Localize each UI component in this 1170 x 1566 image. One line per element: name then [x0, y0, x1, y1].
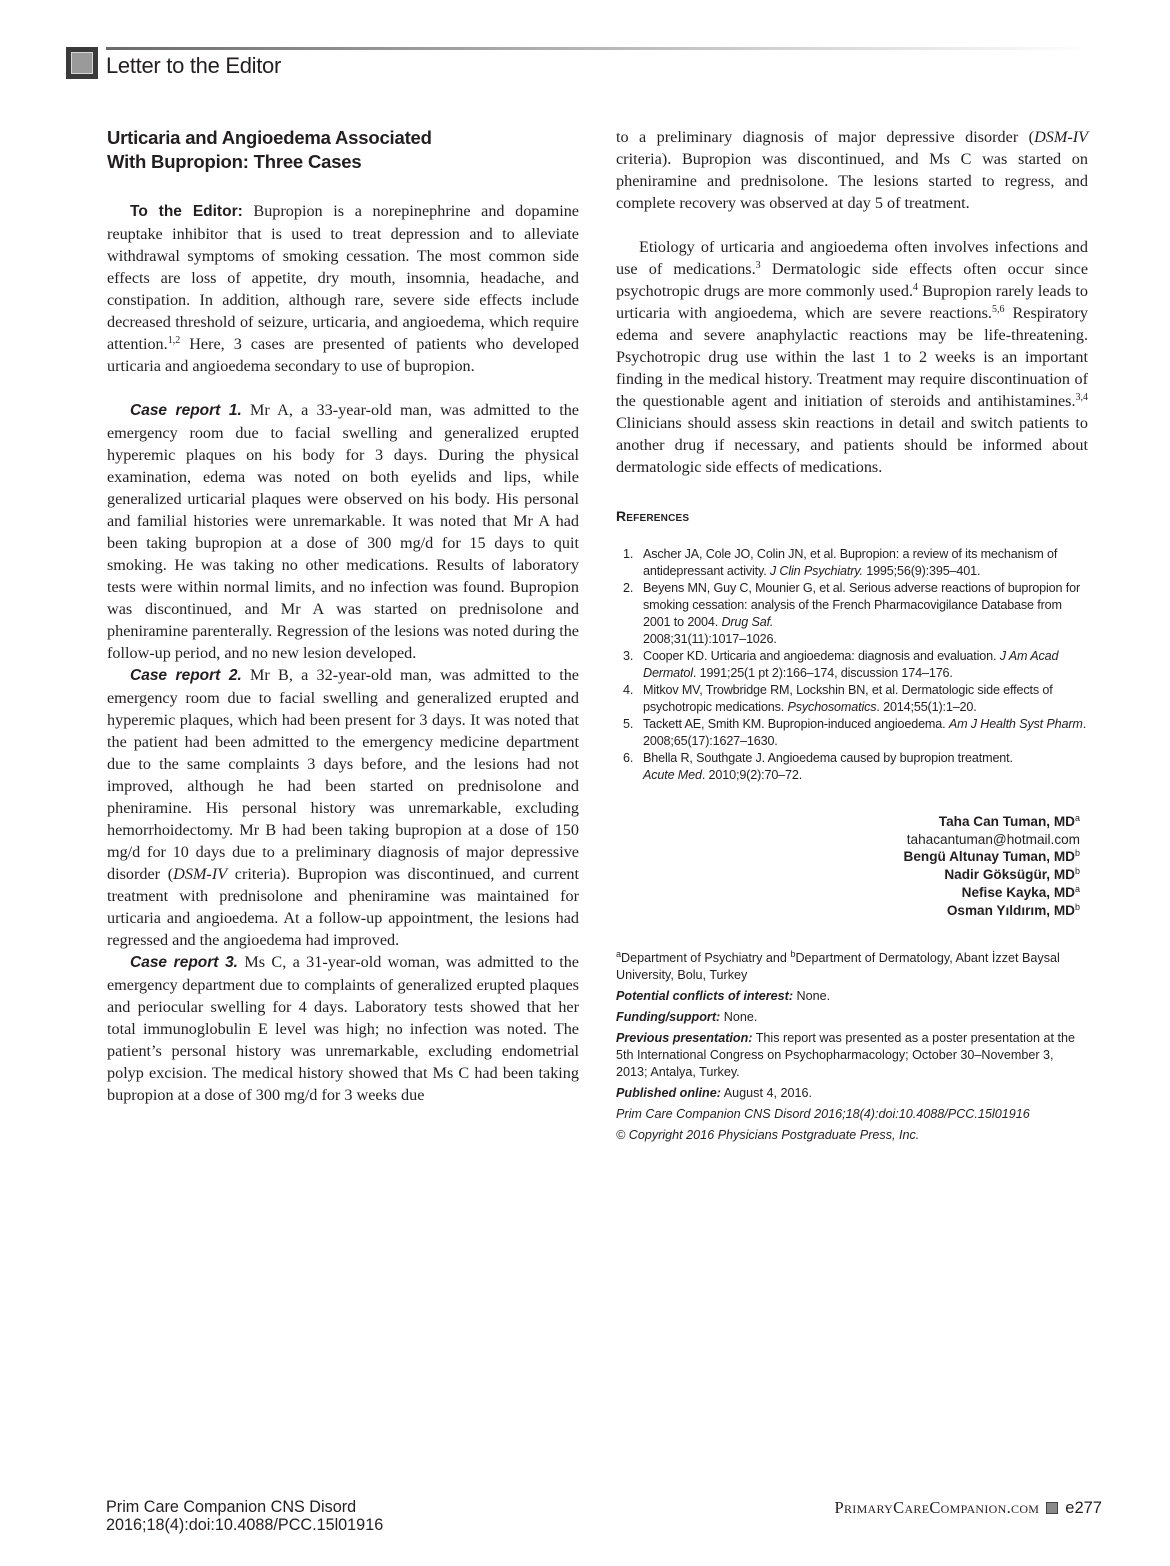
citation-sup: 4: [913, 282, 918, 293]
reference-text: Beyens MN, Guy C, Mounier G, et al. Serious adverse reactions of bupropion for smoking cessation: analysis of the French Pharmacovigilance Database from 2001 to 2004.: [643, 581, 1080, 629]
intro-text-b: Here, 3 cases are presented of patients who developed urticaria and angioedema secondary to use of bupropion.: [107, 335, 579, 375]
case-2-text-a: Mr B, a 32-year-old man, was admitted to the emergency room due to facial swelling and generalized erupted and hyperemic plaques, which had been present for 3 days. It was noted that the patient had been admitted to the emergency medicine department due to the same complaints 3 days before, and the lesions had not improved, although he had been started on prednisolone and pheniramine. His personal history was unremarkable, excluding hemorrhoidectomy. Mr B had been taking bupropion at a dose of 150 mg/d for 10 days due to a preliminary diagnosis of major depressive disorder (: [107, 666, 579, 883]
author-name: Osman Yıldırım, MD: [946, 902, 1075, 918]
reference-number: 4.: [623, 683, 634, 697]
author-affiliation-sup: a: [1074, 883, 1080, 894]
reference-text: Ascher JA, Cole JO, Colin JN, et al. Bupropion: a review of its mechanism of antidepressant activity.: [643, 547, 1058, 578]
citation-sup: 3,4: [1075, 392, 1088, 403]
right-column: [616, 126, 1088, 1148]
case-report-3: [107, 951, 579, 1106]
case-3-dsm: DSM-IV: [1034, 128, 1088, 146]
author: [616, 813, 1080, 831]
reference-journal: Drug Saf.: [721, 615, 774, 629]
author-name: Taha Can Tuman, MD: [938, 814, 1075, 829]
disc-t4: Respiratory edema and severe anaphylactic reactions may be life-threatening. Psychotropic drug use within the last 1 to 2 weeks is an important finding in the medical history. Treatment may require discontinuation of the questionable agent and initiation of steroids and antihistamines.: [616, 304, 1088, 410]
reference-citation: 2008;31(11):1017–1026.: [643, 632, 777, 646]
footer-journal: [106, 1498, 383, 1534]
funding-note: [616, 1009, 1088, 1026]
case-report-2: [107, 664, 579, 951]
author-affiliation-sup: b: [1074, 901, 1080, 912]
reference-citation: 1995;56(9):395–401.: [862, 564, 981, 578]
reference-journal: Acute Med: [643, 768, 702, 782]
disc-t3: Bupropion rarely leads to urticaria with angioedema, which are severe reactions.: [616, 282, 1088, 322]
references-heading: References: [616, 508, 690, 524]
disc-t1: Etiology of urticaria and angioedema often involves infections and use of medications.: [616, 238, 1088, 278]
note-label: Previous presentation:: [616, 1031, 753, 1046]
reference-citation: . 2014;55(1):1–20.: [876, 700, 977, 714]
previous-presentation-note: [616, 1030, 1088, 1081]
author-affiliation-sup: b: [1074, 848, 1080, 859]
intro-lead: To the Editor:: [130, 203, 243, 220]
note-value: None.: [720, 1010, 758, 1025]
case-3-text: Ms C, a 31-year-old woman, was admitted to the emergency department due to complaints of generalized erupted plaques and periocular swelling for 4 days. Laboratory tests showed that her total immunoglobulin E level was high; no infection was noted. The patient’s personal history was unremarkable, excluding endometrial polyp excision. The medical history showed that Ms C had been taking bupropion at a dose of 300 mg/d for 3 weeks due: [107, 953, 579, 1104]
reference-citation: . 1991;25(1 pt 2):166–174, discussion 174–176.: [692, 666, 953, 680]
reference-item: [616, 580, 1088, 648]
reference-citation: . 2010;9(2):70–72.: [701, 768, 803, 782]
references-list: [616, 546, 1088, 784]
author: [616, 848, 1080, 866]
reference-text: Mitkov MV, Trowbridge RM, Lockshin BN, et al. Dermatologic side effects of psychotropic medications.: [643, 683, 1053, 714]
reference-journal: J Am Acad Dermatol: [643, 649, 1059, 680]
section-marker-inner: [71, 52, 93, 74]
reference-journal: Psychosomatics: [787, 700, 877, 714]
reference-item: [616, 716, 1088, 750]
reference-text: Bhella R, Southgate J. Angioedema caused by bupropion treatment.: [643, 751, 1013, 765]
citation-sup: 5,6: [991, 304, 1005, 315]
section-title: Letter to the Editor: [106, 53, 281, 78]
reference-journal: Am J Health Syst Pharm: [948, 717, 1083, 731]
author-name: Nadir Göksügür, MD: [944, 867, 1075, 883]
case-1-lead: Case report 1.: [130, 402, 242, 419]
reference-item: [616, 750, 1088, 784]
case-1-text: Mr A, a 33-year-old man, was admitted to the emergency room due to facial swelling and generalized erupted hyperemic plaques on his body for 3 days. During the physical examination, edema was noted on both eyelids and lips, while generalized urticarial plaques were observed on his body. His personal and familial histories were unremarkable. It was noted that Mr A had been taking bupropion at a dose of 300 mg/d for 15 days to quit smoking. He was taking no other medications. Results of laboratory tests were within normal limits, and no infection was found. Bupropion was discontinued, and Mr A was started on prednisolone and pheniramine parenterally. Regression of the lesions was noted during the follow-up period, and no new lesion developed.: [107, 401, 579, 662]
affiliations: [616, 950, 1088, 984]
reference-text: Cooper KD. Urticaria and angioedema: diagnosis and evaluation.: [643, 649, 1000, 663]
citation-line: Prim Care Companion CNS Disord 2016;18(4):doi:10.4088/PCC.15l01916: [616, 1107, 1030, 1122]
author: [616, 884, 1080, 902]
header-rule: [106, 47, 1096, 50]
reference-citation: . 2008;65(17):1627–1630.: [643, 717, 1087, 748]
case-3-cont-b: criteria). Bupropion was discontinued, and Ms C was started on pheniramine and prednisolone. The lesions started to regress, and complete recovery was observed at day 5 of treatment.: [616, 150, 1088, 212]
case-report-1: [107, 399, 579, 664]
affiliation-text: Department of Dermatology, Abant İzzet Baysal University, Bolu, Turkey: [616, 951, 1060, 983]
author-affiliation-sup: a: [1074, 813, 1080, 823]
reference-number: 3.: [623, 649, 634, 663]
author: [616, 902, 1080, 920]
reference-number: 1.: [623, 547, 634, 561]
reference-number: 6.: [623, 751, 634, 765]
reference-item: [616, 546, 1088, 580]
citation-sup: 3: [755, 260, 761, 271]
citation-sup: 1,2: [167, 335, 181, 346]
note-value: This report was presented as a poster presentation at the 5th International Congress on Psychopharmacology; October 30–November 3, 2013; Antalya, Turkey.: [616, 1031, 1075, 1080]
note-value: None.: [793, 989, 831, 1004]
section-marker-icon: [66, 47, 98, 79]
case-2-lead: Case report 2.: [130, 667, 242, 684]
page-number: e277: [1065, 1498, 1102, 1517]
note-value: August 4, 2016.: [720, 1086, 812, 1101]
reference-text: Tackett AE, Smith KM. Bupropion-induced angioedema.: [643, 717, 949, 731]
affiliation-sup: b: [790, 949, 796, 960]
note-label: Published online:: [616, 1086, 721, 1101]
left-column: [107, 126, 579, 1106]
disc-t2: Dermatologic side effects often occur since psychotropic drugs are more commonly used.: [616, 260, 1089, 300]
article-title: [107, 126, 579, 174]
discussion-paragraph: [616, 236, 1088, 478]
author-block: [616, 813, 1088, 919]
case-3-lead: Case report 3.: [130, 954, 238, 971]
note-label: Funding/support:: [616, 1010, 721, 1025]
article-title-line1: Urticaria and Angioedema Associated: [107, 127, 432, 148]
footer-journal-line2: 2016;18(4):doi:10.4088/PCC.15l01916: [106, 1516, 384, 1534]
copyright-line: © Copyright 2016 Physicians Postgraduate Press, Inc.: [616, 1128, 920, 1143]
author-email[interactable]: tahacantuman@hotmail.com: [906, 831, 1080, 847]
footer-site-link[interactable]: PrimaryCareCompanion.com: [834, 1498, 1040, 1517]
reference-item: [616, 648, 1088, 682]
intro-text-a: Bupropion is a norepinephrine and dopamine reuptake inhibitor that is used to treat depression and to alleviate withdrawal symptoms of smoking cessation. The most common side effects are loss of appetite, dry mouth, insomnia, headache, and constipation. In addition, although rare, severe side effects include decreased threshold of seizure, urticaria, and angioedema, which require attention.: [107, 202, 579, 353]
reference-journal: J Clin Psychiatry.: [769, 564, 863, 578]
author-affiliation-sup: b: [1074, 866, 1080, 877]
affiliation-sup: a: [616, 949, 622, 960]
intro-paragraph: [107, 200, 579, 377]
case-report-3-continued: [616, 126, 1088, 214]
author: [616, 866, 1080, 884]
footer-journal-line1: Prim Care Companion CNS Disord: [106, 1498, 357, 1516]
reference-number: 2.: [623, 581, 634, 595]
footer-right: [835, 1498, 1102, 1518]
conflicts-note: [616, 988, 1088, 1005]
affiliation-text: Department of Psychiatry and: [621, 951, 791, 966]
article-title-line2: With Bupropion: Three Cases: [107, 151, 362, 172]
note-label: Potential conflicts of interest:: [616, 989, 794, 1004]
reference-number: 5.: [623, 717, 634, 731]
disc-t5: Clinicians should assess skin reactions in detail and switch patients to another drug if necessary, and patients should be informed about dermatologic side effects of medications.: [616, 414, 1088, 476]
article-notes: [616, 950, 1088, 1144]
case-2-text-b: criteria). Bupropion was discontinued, and current treatment with prednisolone and pheniramine was maintained for urticaria and angioedema. At a follow-up appointment, the lesions had regressed and the angioedema had improved.: [107, 865, 580, 949]
published-note: [616, 1085, 1088, 1102]
reference-item: [616, 682, 1088, 716]
author-name: Nefise Kayka, MD: [961, 884, 1075, 900]
case-3-cont-a: to a preliminary diagnosis of major depressive disorder (: [616, 128, 1035, 146]
case-2-dsm: DSM-IV: [173, 865, 228, 883]
author-name: Bengü Altunay Tuman, MD: [903, 849, 1075, 865]
square-separator-icon: [1046, 1502, 1058, 1514]
